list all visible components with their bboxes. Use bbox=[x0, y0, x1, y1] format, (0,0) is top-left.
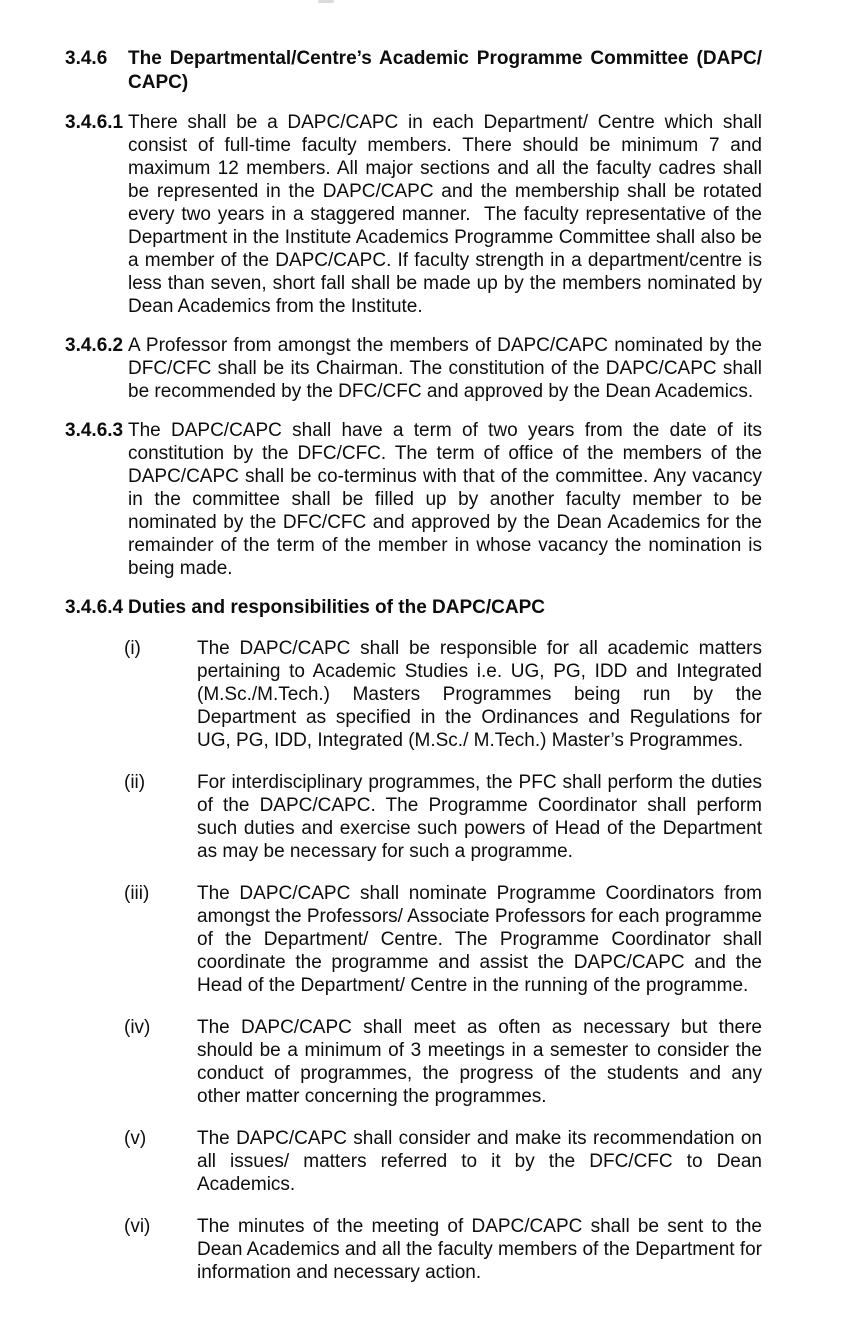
duty-item-iv bbox=[65, 1016, 762, 1108]
clause-number: 3.4.6 bbox=[65, 48, 108, 69]
item-marker: (v) bbox=[124, 1128, 147, 1149]
section-3-4-6-2 bbox=[65, 334, 762, 403]
clause-number: 3.4.6.3 bbox=[65, 420, 124, 441]
duty-item-ii bbox=[65, 771, 762, 863]
clause-number: 3.4.6.4 bbox=[65, 597, 124, 618]
item-text: The DAPC/CAPC shall meet as often as necessary but there should be a minimum of 3 meetings in a semester to consider the conduct of programmes, the progress of the students and any other matter concerning the programmes. bbox=[197, 1017, 762, 1107]
section-3-4-6-4-heading bbox=[65, 596, 762, 619]
section-3-4-6-1 bbox=[65, 111, 762, 318]
item-text: For interdisciplinary programmes, the PFC shall perform the duties of the DAPC/CAPC. The Programme Coordinator shall perform such duties and exercise such powers of Head of the Department as may be necessary for such a programme. bbox=[197, 772, 762, 862]
clause-text: There shall be a DAPC/CAPC in each Department/ Centre which shall consist of full-time faculty members. There should be minimum 7 and maximum 12 members. All major sections and all the faculty cadres shall be represented in the DAPC/CAPC and the membership shall be rotated every two years in a staggered manner. The faculty representative of the Department in the Institute Academics Programme Committee shall also be a member of the DAPC/CAPC. If faculty strength in a department/centre is less than seven, short fall shall be made up by the members nominated by Dean Academics from the Institute. bbox=[128, 112, 762, 317]
item-text: The DAPC/CAPC shall nominate Programme Coordinators from amongst the Professors/ Associate Professors for each programme of the Department/ Centre. The Programme Coordinator shall coordinate the programme and assist the DAPC/CAPC and the Head of the Department/ Centre in the running of the programme. bbox=[197, 883, 762, 996]
clause-text: The DAPC/CAPC shall have a term of two years from the date of its constitution by the DFC/CFC. The term of office of the members of the DAPC/CAPC shall be co-terminus with that of the committee. Any vacancy in the committee shall be filled up by another faculty member to be nominated by the DFC/CFC and approved by the Dean Academics for the remainder of the term of the member in whose vacancy the nomination is being made. bbox=[128, 420, 762, 579]
item-marker: (iv) bbox=[124, 1017, 151, 1038]
item-marker: (ii) bbox=[124, 772, 146, 793]
item-marker: (vi) bbox=[124, 1216, 151, 1237]
clause-number: 3.4.6.2 bbox=[65, 335, 124, 356]
duty-item-vi bbox=[65, 1215, 762, 1284]
item-text: The DAPC/CAPC shall consider and make its recommendation on all issues/ matters referred to it by the DFC/CFC to Dean Academics. bbox=[197, 1128, 762, 1195]
heading-line-2: CAPC) bbox=[128, 72, 189, 93]
subheading-text: Duties and responsibilities of the DAPC/CAPC bbox=[128, 597, 545, 618]
scan-artifact bbox=[318, 0, 334, 3]
duty-item-iii bbox=[65, 882, 762, 997]
section-3-4-6-heading bbox=[65, 47, 762, 95]
item-text: The minutes of the meeting of DAPC/CAPC shall be sent to the Dean Academics and all the faculty members of the Department for information and necessary action. bbox=[197, 1216, 762, 1283]
clause-number: 3.4.6.1 bbox=[65, 112, 124, 133]
item-marker: (iii) bbox=[124, 883, 150, 904]
item-text: The DAPC/CAPC shall be responsible for all academic matters pertaining to Academic Studies i.e. UG, PG, IDD and Integrated (M.Sc./M.Tech.) Masters Programmes being run by the Department as specified in the Ordinances and Regulations for UG, PG, IDD, Integrated (M.Sc./ M.Tech.) Master’s Programmes. bbox=[197, 638, 762, 751]
duty-item-i bbox=[65, 637, 762, 752]
duty-item-v bbox=[65, 1127, 762, 1196]
section-3-4-6-3 bbox=[65, 419, 762, 580]
heading-line-1: The Departmental/Centre’s Academic Programme Committee (DAPC/ bbox=[128, 48, 762, 69]
item-marker: (i) bbox=[124, 638, 141, 659]
clause-text: A Professor from amongst the members of DAPC/CAPC nominated by the DFC/CFC shall be its Chairman. The constitution of the DAPC/CAPC shall be recommended by the DFC/CFC and approved by the Dean Academics. bbox=[128, 335, 762, 402]
